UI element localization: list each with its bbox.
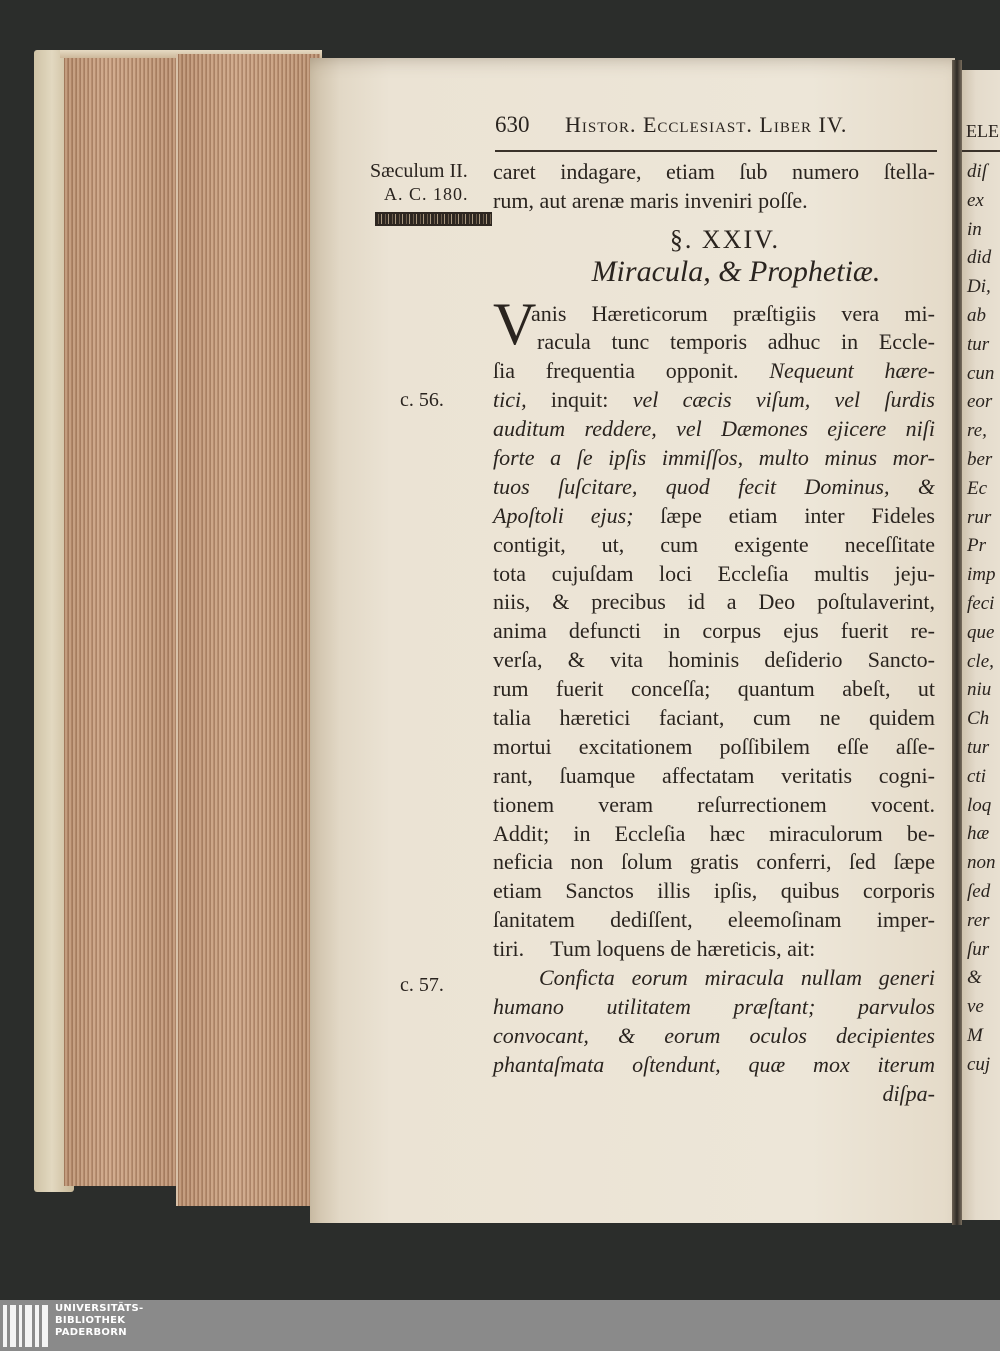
section-number: §. XXIV.: [669, 225, 781, 254]
text-segment-italic: tici,: [493, 387, 527, 413]
text-line: [493, 877, 935, 906]
text-segment: Addit; in Eccleſia hæc miraculorum be-: [493, 820, 935, 846]
text-segment: tionem veram reſurrectionem vocent.: [493, 791, 935, 817]
margin-saeculum: Sæculum II.: [370, 160, 468, 182]
margin-anno: A. C. 180.: [384, 184, 469, 204]
text-segment: rant, ſuamque affectatam veritatis cogni-: [493, 762, 935, 788]
text-line: [493, 502, 935, 531]
text-segment: anima defuncti in corpus ejus fuerit re-: [493, 618, 935, 644]
text-fragment: M: [967, 1024, 983, 1046]
text-fragment: imp: [967, 564, 996, 586]
text-segment-italic: humano utilitatem præſtant; parvulos: [493, 993, 935, 1019]
university-library-logo-icon[interactable]: [3, 1305, 49, 1347]
text-segment-italic: tuos ſuſcitare, quod fecit Dominus, &: [493, 473, 935, 499]
text-segment-italic: Apoſtoli ejus;: [493, 502, 634, 528]
text-line: [493, 473, 935, 502]
text-fragment: Ch: [967, 708, 990, 730]
text-fragment: loq: [967, 794, 992, 816]
library-name-line: UNIVERSITÄTS-: [55, 1303, 144, 1314]
text-line: [493, 906, 935, 935]
text-line: [493, 993, 935, 1022]
page-block-fore-edge-right: [176, 54, 320, 1206]
text-line: [493, 386, 935, 415]
text-fragment: tur: [967, 333, 990, 355]
catchword: [493, 1080, 935, 1109]
text-segment: ſæpe etiam inter Fideles: [660, 502, 935, 528]
text-fragment: non: [967, 852, 996, 874]
text-segment: mortui excitationem poſſibilem eſſe aſſe-: [493, 733, 935, 759]
text-segment: neficia non ſolum gratis conferri, ſed ſæpe: [493, 849, 935, 875]
text-fragment: tur: [967, 736, 990, 758]
text-segment: etiam Sanctos illis ipſis, quibus corporis: [493, 878, 935, 904]
library-name-line: PADERBORN: [55, 1327, 127, 1338]
text-fragment: feci: [967, 592, 995, 614]
text-segment: inquit:: [550, 387, 609, 413]
text-segment: niis, & precibus id a Deo poſtulaverint,: [493, 589, 935, 615]
library-name[interactable]: [55, 1303, 144, 1339]
text-segment: rum fuerit conceſſa; quantum abeſt, ut: [493, 676, 935, 702]
text-fragment: &: [967, 967, 982, 989]
running-title: Histor. Ecclesiast. Liber IV.: [565, 112, 848, 137]
text-line: [493, 1051, 935, 1080]
text-line: [493, 675, 935, 704]
text-line: [493, 935, 935, 964]
book-gutter: [952, 60, 962, 1225]
text-segment: ſia frequentia opponit.: [493, 358, 739, 384]
left-page: [310, 58, 955, 1223]
margin-ornament: [375, 212, 492, 226]
text-line: [493, 820, 935, 849]
text-line: [493, 733, 935, 762]
text-fragment: ber: [967, 448, 993, 470]
text-line: [493, 704, 935, 733]
text-segment-italic: vel cæcis viſum, vel ſurdis: [632, 387, 935, 413]
text-line: [493, 300, 935, 329]
text-fragment: Ec: [967, 477, 988, 499]
text-segment: tota cujuſdam loci Eccleſia multis jeju-: [493, 560, 935, 586]
text-line: [493, 762, 935, 791]
text-line: [493, 157, 935, 186]
text-segment-italic: phantaſmata oſtendunt, quæ mox iterum: [493, 1051, 935, 1077]
text-fragment: que: [967, 621, 995, 643]
text-line: [493, 357, 935, 386]
text-line: [493, 186, 935, 215]
text-line: [493, 415, 935, 444]
text-segment: rum, aut arenæ maris inveniri poſſe.: [493, 188, 808, 213]
header-rule: [495, 150, 937, 152]
text-segment: anis Hæreticorum præſtigiis vera mi-: [531, 300, 935, 326]
text-segment-italic: convocant, & eorum oculos decipientes: [493, 1022, 935, 1048]
text-fragment: rer: [967, 909, 990, 931]
text-fragment: re,: [967, 420, 987, 442]
text-line: [493, 531, 935, 560]
text-segment: tiri.: [493, 936, 525, 962]
text-segment-italic: diſpa-: [882, 1080, 935, 1106]
text-fragment: did: [967, 247, 992, 269]
body-text: [493, 290, 936, 1109]
text-line: [493, 646, 935, 675]
text-segment: caret indagare, etiam ſub numero ſtella-: [493, 159, 935, 184]
text-line: [493, 588, 935, 617]
section-title: Miracula, & Prophetiæ.: [591, 255, 881, 288]
text-line: [493, 791, 935, 820]
text-fragment: cle,: [967, 650, 994, 672]
right-page-header: ELE: [966, 121, 999, 141]
intro-text: [493, 157, 935, 215]
text-fragment: niu: [967, 679, 992, 701]
text-fragment: in: [967, 218, 982, 240]
text-fragment: rur: [967, 506, 992, 528]
text-fragment: Pr: [967, 535, 986, 557]
text-fragment: cti: [967, 765, 986, 787]
text-segment: racula tunc temporis adhuc in Eccle-: [537, 329, 935, 355]
text-line: [493, 617, 935, 646]
text-fragment: cuj: [967, 1053, 991, 1075]
text-fragment: ſed: [967, 880, 991, 902]
page-block-fore-edge-left: [64, 58, 176, 1186]
text-fragment: ex: [967, 189, 984, 211]
text-segment: talia hæretici faciant, cum ne quidem: [493, 704, 935, 730]
text-line: [493, 328, 935, 357]
text-fragment: ve: [967, 996, 984, 1018]
text-segment-italic: auditum reddere, vel Dæmones ejicere niſi: [493, 416, 935, 442]
text-fragment: ſur: [967, 938, 990, 960]
library-footer-bar: [0, 1300, 1000, 1351]
text-segment-italic: forte a ſe ipſis immiſſos, multo minus mor-: [493, 444, 935, 470]
text-segment-italic: Conficta eorum miracula nullam generi: [539, 964, 935, 990]
right-page-header-rule: [962, 150, 1000, 152]
text-line: [493, 560, 935, 589]
text-fragment: ab: [967, 304, 986, 326]
text-fragment: eor: [967, 391, 993, 413]
right-page: [962, 70, 1000, 1220]
text-line: [493, 964, 935, 993]
text-segment: Tum loquens de hæreticis, ait:: [550, 936, 816, 962]
page-number: 630: [495, 112, 530, 137]
text-fragment: hæ: [967, 823, 990, 845]
margin-note-c56: c. 56.: [400, 389, 444, 411]
text-fragment: diſ: [967, 161, 988, 182]
right-page-text: [967, 158, 996, 1080]
library-name-line: BIBLIOTHEK: [55, 1315, 126, 1326]
text-segment: verſa, & vita hominis deſiderio Sancto-: [493, 647, 935, 673]
text-line: [493, 848, 935, 877]
text-line: [493, 1022, 935, 1051]
text-segment-italic: Nequeunt hære-: [769, 358, 936, 384]
text-segment: ſanitatem dediſſent, eleemoſinam imper-: [493, 907, 935, 933]
text-line: [493, 444, 935, 473]
drop-cap: V: [493, 290, 537, 357]
text-segment: contigit, ut, cum exigente neceſſitate: [493, 531, 935, 557]
text-fragment: cun: [967, 362, 995, 384]
text-fragment: Di,: [967, 276, 991, 298]
margin-note-c57: c. 57.: [400, 974, 444, 996]
